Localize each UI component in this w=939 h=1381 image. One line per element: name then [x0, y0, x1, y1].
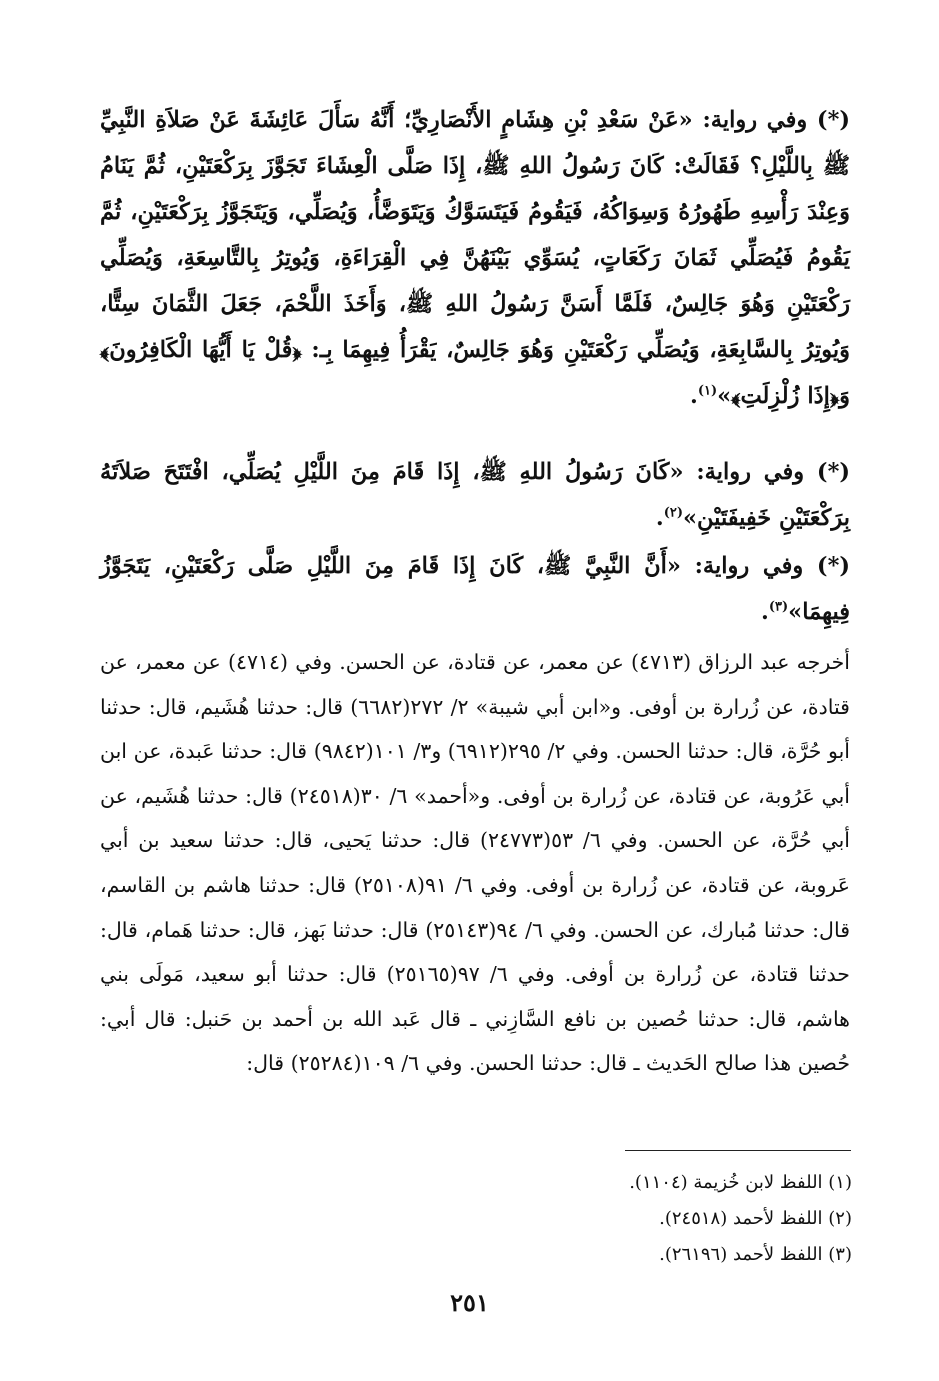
- narration-3: [100, 543, 850, 635]
- footnote-ref-3: (٣): [768, 599, 789, 615]
- footnote-ref-2: (٢): [663, 505, 683, 521]
- narration-1-end: .: [689, 383, 698, 409]
- page-number: ٢٥١: [450, 1288, 489, 1317]
- narration-2-end: .: [655, 505, 664, 531]
- footnotes: [300, 1165, 852, 1273]
- narration-3-text: (*) وفي رواية: «أَنَّ النَّبِيَّ ﷺ، كَانَ إِذَا قَامَ مِنَ اللَّيْلِ صَلَّى رَكْعَتَيْنِ، يَتَجَوَّزُ فِيهِمَا»: [100, 553, 850, 625]
- narration-2-text: (*) وفي رواية: «كَانَ رَسُولُ اللهِ ﷺ، إِذَا قَامَ مِنَ اللَّيْلِ يُصَلِّي، افْتَتَحَ صَلاَتَهُ بِرَكْعَتَيْنِ خَفِيفَتَيْنِ»: [100, 459, 850, 531]
- footnote-2: (٢) اللفظ لأحمد (٢٤٥١٨).: [659, 1208, 852, 1229]
- narration-2: [100, 449, 850, 541]
- footnote-3: (٣) اللفظ لأحمد (٢٦١٩٦).: [659, 1244, 852, 1265]
- footnote-1: (١) اللفظ لابن خُزيمة (١١٠٤).: [629, 1172, 852, 1193]
- narration-1: [100, 97, 850, 419]
- footnote-ref-1: (١): [697, 383, 718, 399]
- narration-1-text: (*) وفي رواية: «عَنْ سَعْدِ بْنِ هِشَامٍ الأَنْصَارِيِّ؛ أَنَّهُ سَأَلَ عَائِشَةَ عَنْ صَلاَةِ النَّبِيِّ ﷺ بِاللَّيْلِ؟ فَقَالَتْ: كَانَ رَسُولُ اللهِ ﷺ، إِذَا صَلَّى الْعِشَاءَ تَجَوَّزَ بِرَكْعَتَيْنِ، ثُمَّ يَنَامُ وَعِنْدَ رَأْسِهِ طَهُورُهُ وَسِوَاكُهُ، فَيَقُومُ فَيَتَسَوَّكُ وَيَتَوَضَّأُ، وَيُصَلِّي، وَيَتَجَوَّزُ بِرَكْعَتَيْنِ، ثُمَّ يَقُومُ فَيُصَلِّي ثَمَانَ رَكَعَاتٍ، يُسَوِّي بَيْنَهُنَّ فِي الْقِرَاءَةِ، وَيُوتِرُ بِالتَّاسِعَةِ، وَيُصَلِّي رَكْعَتَيْنِ وَهُوَ جَالِسٌ، فَلَمَّا أَسَنَّ رَسُولُ اللهِ ﷺ، وَأَخَذَ اللَّحْمَ، جَعَلَ الثَّمَانَ سِتًّا، وَيُوتِرُ بِالسَّابِعَةِ، وَيُصَلِّي رَكْعَتَيْنِ وَهُوَ جَالِسٌ، يَقْرَأُ فِيهِمَا بِـ: ﴿قُلْ يَا أَيُّهَا الْكَافِرُونَ﴾ وَ﴿إِذَا زُلْزِلَتِ﴾»: [100, 107, 850, 409]
- narration-3-end: .: [761, 599, 769, 625]
- takhrij-paragraph: أخرجه عبد الرزاق (٤٧١٣) عن معمر، عن قتادة، عن الحسن. وفي (٤٧١٤) عن معمر، عن قتادة، عن زُرارة بن أوفى. و«ابن أبي شيبة» ٢/ ٢٧٢(٦٦٨٢) قال: حدثنا هُشَيم، قال: حدثنا أبو حُرَّة، قال: حدثنا الحسن. وفي ٢/ ٢٩٥(٦٩١٢) و٣/ ١٠١(٩٨٤٢) قال: حدثنا عَبدة، عن ابن أبي عَرُوبة، عن قتادة، عن زُرارة بن أوفى. و«أحمد» ٦/ ٣٠(٢٤٥١٨) قال: حدثنا هُشَيم، عن أبي حُرَّة، عن الحسن. وفي ٦/ ٥٣(٢٤٧٧٣) قال: حدثنا يَحيى، قال: حدثنا سعيد بن أبي عَروبة، عن قتادة، عن زُرارة بن أوفى. وفي ٦/ ٩١(٢٥١٠٨) قال: حدثنا هاشم بن القاسم، قال: حدثنا مُبارك، عن الحسن. وفي ٦/ ٩٤(٢٥١٤٣) قال: حدثنا بَهز، قال: حدثنا هَمام، قال: حدثنا قتادة، عن زُرارة بن أوفى. وفي ٦/ ٩٧(٢٥١٦٥) قال: حدثنا أبو سعيد، مَولَى بني هاشم، قال: حدثنا حُصين بن نافع السَّازِني ـ قال عَبد الله بن أحمد بن حَنبل: قال أبي: حُصين هذا صالح الحَديث ـ قال: حدثنا الحسن. وفي ٦/ ١٠٩(٢٥٢٨٤) قال:: [100, 650, 851, 1076]
- footnote-divider: [625, 1150, 851, 1151]
